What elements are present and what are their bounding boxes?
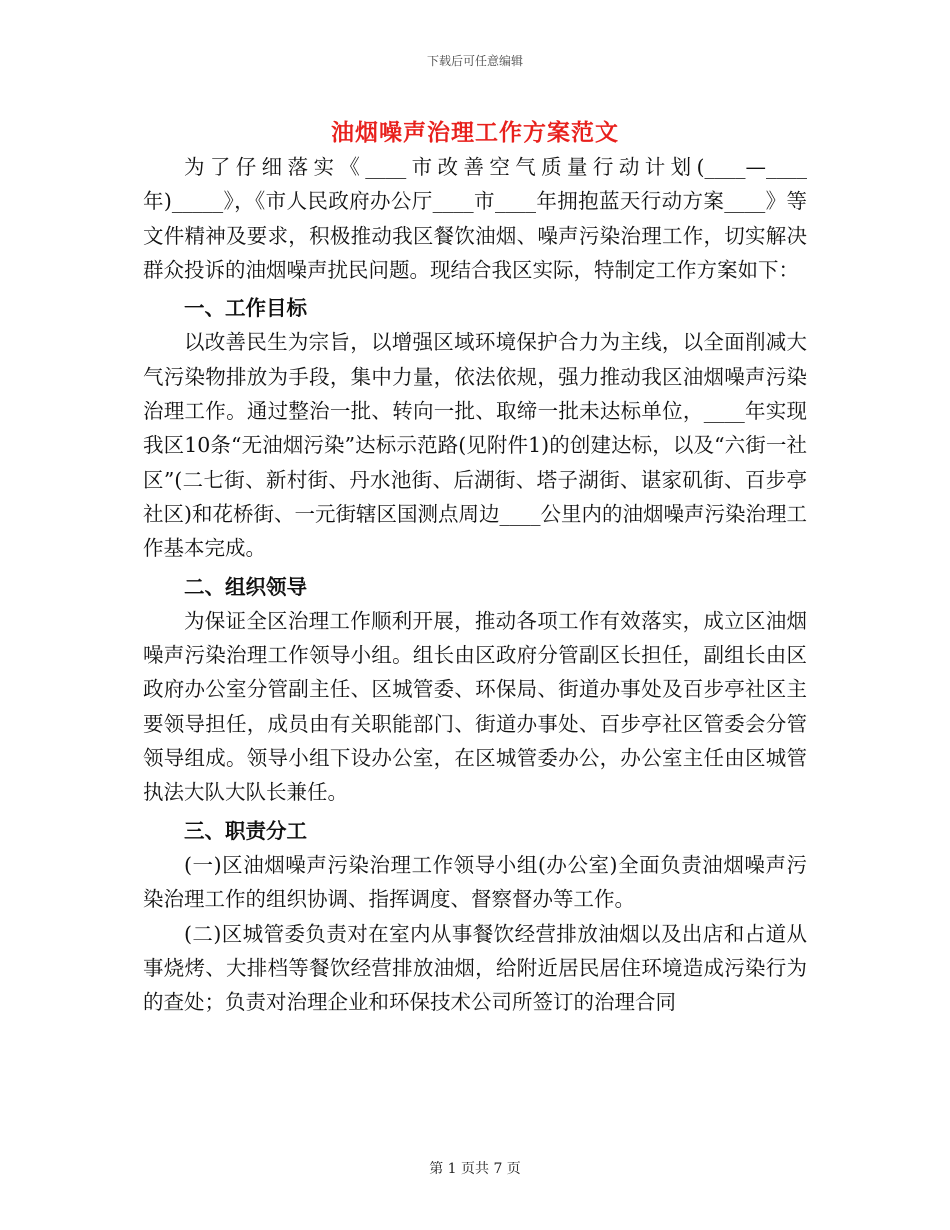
document-title: 油烟噪声治理工作方案范文 — [331, 119, 619, 146]
intro-paragraph: 为了仔细落实《____市改善空气质量行动计划(____—____年)_____》，《市人民政府办公厅____市____年拥抱蓝天行动方案____》等文件精神及要求，积极推动我区餐饮油烟、噪声污染治理工作，切实解决群众投诉的油烟噪声扰民问题。现结合我区实际，特制定工作方案如下： — [143, 155, 807, 282]
header-note: 下载后可任意编辑 — [426, 54, 523, 68]
document-body — [143, 150, 807, 1019]
section-heading-organization: 二、组织领导 — [184, 574, 307, 599]
section-paragraph-goals: 以改善民生为宗旨，以增强区域环境保护合力为主线，以全面削减大气污染物排放为手段，集中力量，依法依规，强力推动我区油烟噪声污染治理工作。通过整治一批、转向一批、取缔一批未达标单位，____年实现我区10条“无油烟污染”达标示范路(见附件1)的创建达标，以及“六街一社区”(二七街、新村街、丹水池街、后湖街、塔子湖街、谌家矶街、百步亭社区)和花桥街、一元街辖区国测点周边____公里内的油烟噪声污染治理工作基本完成。 — [143, 330, 807, 561]
section-paragraph-organization: 为保证全区治理工作顺利开展，推动各项工作有效落实，成立区油烟噪声污染治理工作领导小组。组长由区政府分管副区长担任，副组长由区政府办公室分管副主任、区城管委、环保局、街道办事处及百步亭社区主要领导担任，成员由有关职能部门、街道办事处、百步亭社区管委会分管领导组成。领导小组下设办公室，在区城管委办公，办公室主任由区城管执法大队大队长兼任。 — [143, 608, 807, 805]
page-number: 第 1 页共 7 页 — [429, 1161, 521, 1177]
section-heading-duties: 三、职责分工 — [184, 818, 307, 843]
section-paragraph-duties-1: (一)区油烟噪声污染治理工作领导小组(办公室)全面负责油烟噪声污染治理工作的组织协调、指挥调度、督察督办等工作。 — [143, 852, 807, 912]
section-heading-goals: 一、工作目标 — [184, 296, 307, 321]
section-paragraph-duties-2: (二)区城管委负责对在室内从事餐饮经营排放油烟以及出店和占道从事烧烤、大排档等餐饮经营排放油烟，给附近居民居住环境造成污染行为的查处；负责对治理企业和环保技术公司所签订的治理合同 — [143, 921, 807, 1015]
